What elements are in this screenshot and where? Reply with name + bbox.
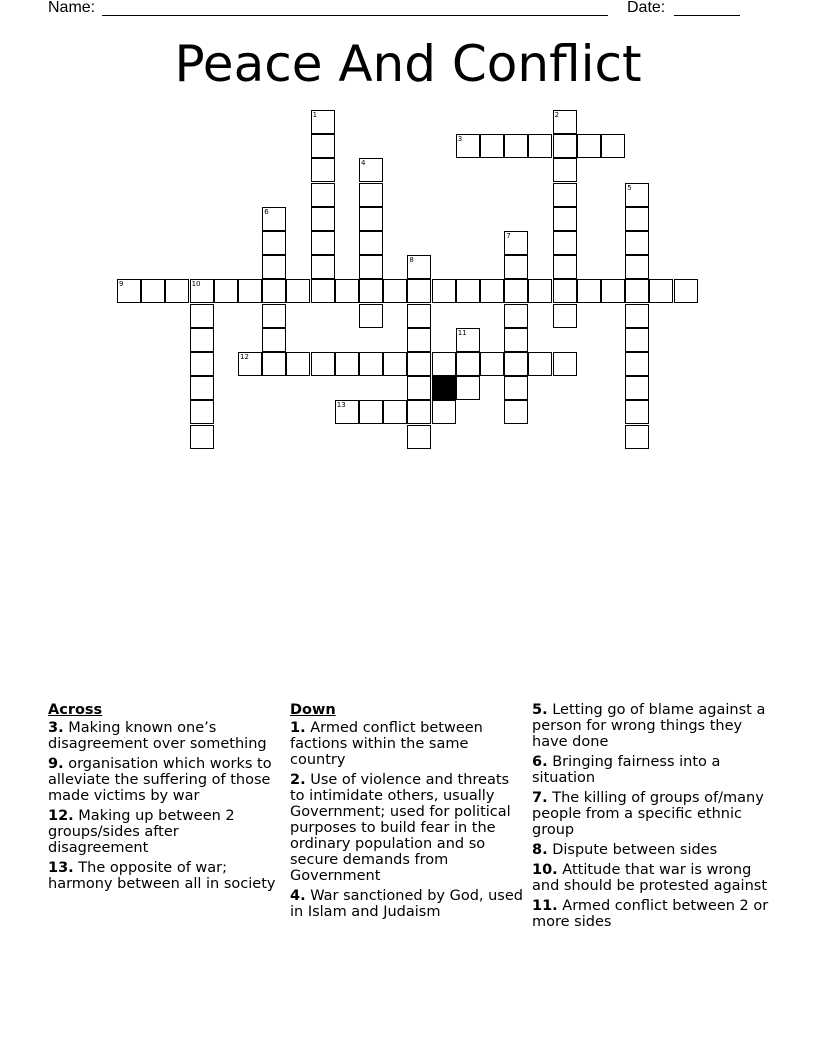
clue-number: 11 [457, 328, 467, 337]
clue-number: 6 [264, 207, 269, 216]
grid-cell[interactable] [407, 255, 431, 279]
grid-cell[interactable] [117, 279, 141, 303]
grid-cell[interactable] [601, 279, 625, 303]
grid-cell[interactable] [625, 255, 649, 279]
down-clues-continued [532, 702, 772, 934]
grid-cell[interactable] [625, 425, 649, 449]
clue-number: 12 [240, 353, 249, 361]
clue-item [290, 720, 526, 768]
grid-cell[interactable] [238, 352, 262, 376]
grid-cell[interactable] [214, 279, 238, 303]
across-clues [48, 702, 276, 896]
grid-cell[interactable] [383, 279, 407, 303]
clue-number: 5 [627, 183, 632, 192]
grid-cell[interactable] [165, 279, 189, 303]
grid-cell[interactable] [456, 279, 480, 303]
grid-cell[interactable] [528, 134, 552, 158]
clue-item-number: 13. [48, 860, 74, 876]
clue-item [532, 898, 772, 930]
grid-cell[interactable] [553, 207, 577, 231]
grid-cell[interactable] [311, 134, 335, 158]
clue-item-text: Armed conflict between 2 or more sides [532, 898, 769, 930]
grid-cell[interactable] [286, 279, 310, 303]
clue-number: 10 [191, 280, 201, 289]
clue-number: 4 [361, 159, 366, 168]
clue-item-text: Armed conflict between factions within the same country [290, 720, 483, 768]
clue-item-text: The killing of groups of/many people from a specific ethnic group [532, 790, 764, 838]
grid-cell[interactable] [504, 134, 528, 158]
clue-item-number: 9. [48, 756, 64, 772]
grid-cell[interactable] [359, 304, 383, 328]
down-clue-list [290, 720, 526, 920]
grid-cell[interactable] [504, 376, 528, 400]
grid-cell[interactable] [480, 134, 504, 158]
grid-cell[interactable] [504, 279, 528, 303]
clue-item-text: Making up between 2 groups/sides after disagreement [48, 808, 235, 856]
grid-cell[interactable] [456, 352, 480, 376]
grid-cell[interactable] [359, 207, 383, 231]
page-title: Peace And Conflict [174, 35, 642, 93]
grid-cell[interactable] [311, 207, 335, 231]
grid-cell[interactable] [480, 352, 504, 376]
grid-cell[interactable] [238, 279, 262, 303]
clue-item [48, 756, 276, 804]
clue-item [532, 790, 772, 838]
clue-item-number: 5. [532, 702, 548, 718]
grid-cell[interactable] [432, 279, 456, 303]
clue-item [48, 720, 276, 752]
clue-item-number: 2. [290, 772, 306, 788]
grid-cell[interactable] [504, 231, 528, 255]
grid-cell[interactable] [383, 400, 407, 424]
clue-item [290, 888, 526, 920]
grid-cell[interactable] [504, 304, 528, 328]
clue-number: 13 [336, 401, 346, 410]
grid-cell[interactable] [407, 304, 431, 328]
clue-item-text: Use of violence and threats to intimidate others, usually Government; used for political purposes to build fear in the ordinary population and so secure demands from Government [290, 772, 511, 884]
clue-item-number: 7. [532, 790, 548, 806]
grid-cell[interactable] [190, 352, 214, 376]
clue-number: 1 [312, 111, 318, 119]
grid-cell[interactable] [262, 231, 286, 255]
clue-item [48, 808, 276, 856]
grid-cell[interactable] [577, 279, 601, 303]
grid-cell[interactable] [311, 352, 335, 376]
grid-cell[interactable] [311, 279, 335, 303]
grid-cell[interactable] [335, 400, 359, 424]
crossword-grid [0, 0, 816, 470]
clue-item [290, 772, 526, 884]
clue-item-number: 1. [290, 720, 306, 736]
grid-cell[interactable] [190, 279, 214, 303]
grid-cell[interactable] [480, 279, 504, 303]
grid-cell[interactable] [625, 376, 649, 400]
grid-cell[interactable] [553, 183, 577, 207]
grid-cell[interactable] [190, 328, 214, 352]
grid-cell[interactable] [601, 134, 625, 158]
grid-cell[interactable] [359, 255, 383, 279]
grid-cell[interactable] [504, 328, 528, 352]
grid-cell[interactable] [504, 255, 528, 279]
clue-item-text: Dispute between sides [547, 842, 718, 858]
clue-item-number: 4. [290, 888, 306, 904]
clue-item-text: organisation which works to alleviate the suffering of those made victims by war [48, 756, 272, 804]
grid-cell[interactable] [359, 352, 383, 376]
clue-item-number: 6. [532, 754, 548, 770]
grid-cell[interactable] [407, 328, 431, 352]
black-cell [432, 376, 456, 400]
grid-cell[interactable] [407, 400, 431, 424]
across-clue-list [48, 720, 276, 892]
grid-cell[interactable] [553, 110, 577, 134]
grid-cell[interactable] [262, 352, 286, 376]
across-heading: Across [48, 702, 103, 718]
clue-item-text: War sanctioned by God, used in Islam and Judaism [290, 888, 523, 920]
grid-cell[interactable] [528, 279, 552, 303]
grid-cell[interactable] [456, 376, 480, 400]
clue-item [532, 702, 772, 750]
grid-cell[interactable] [456, 134, 480, 158]
clue-item-text: Attitude that war is wrong and should be protested against [532, 862, 768, 894]
grid-cell[interactable] [407, 352, 431, 376]
down-clues [290, 702, 526, 924]
grid-cell[interactable] [262, 207, 286, 231]
grid-cell[interactable] [407, 279, 431, 303]
grid-cell[interactable] [625, 352, 649, 376]
grid-cell[interactable] [553, 134, 577, 158]
grid-cell[interactable] [262, 279, 286, 303]
grid-cell[interactable] [359, 183, 383, 207]
grid-cell[interactable] [553, 255, 577, 279]
grid-cell[interactable] [625, 304, 649, 328]
grid-cell[interactable] [553, 352, 577, 376]
grid-cell[interactable] [553, 158, 577, 182]
grid-cell[interactable] [625, 207, 649, 231]
grid-cell[interactable] [407, 376, 431, 400]
grid-cell[interactable] [553, 279, 577, 303]
name-label: Name: [48, 0, 96, 16]
clue-item [532, 754, 772, 786]
grid-cell[interactable] [407, 425, 431, 449]
grid-cell[interactable] [625, 400, 649, 424]
grid-cell[interactable] [528, 352, 552, 376]
grid-cell[interactable] [190, 304, 214, 328]
clue-item-text: The opposite of war; harmony between all in society [48, 860, 276, 892]
clue-item [48, 860, 276, 892]
grid-cell[interactable] [311, 158, 335, 182]
grid-cell[interactable] [553, 231, 577, 255]
grid-cell[interactable] [456, 328, 480, 352]
grid-cell[interactable] [553, 304, 577, 328]
grid-cell[interactable] [311, 231, 335, 255]
date-label: Date: [627, 0, 666, 16]
clue-item-number: 8. [532, 842, 548, 858]
grid-cell[interactable] [190, 400, 214, 424]
grid-cell[interactable] [141, 279, 165, 303]
clue-item-number: 3. [48, 720, 64, 736]
clue-item-number: 10. [532, 862, 558, 878]
grid-cell[interactable] [335, 279, 359, 303]
grid-cell[interactable] [625, 328, 649, 352]
clue-item-number: 11. [532, 898, 558, 914]
grid-cell[interactable] [674, 279, 698, 303]
clue-item-text: Making known one’s disagreement over something [48, 720, 267, 752]
clue-item [532, 842, 772, 858]
grid-cell[interactable] [190, 425, 214, 449]
grid-cell[interactable] [262, 304, 286, 328]
clue-item-text: Letting go of blame against a person for wrong things they have done [532, 702, 766, 750]
clue-number: 8 [409, 256, 414, 265]
grid-cell[interactable] [311, 183, 335, 207]
grid-cell[interactable] [262, 328, 286, 352]
grid-cell[interactable] [625, 231, 649, 255]
grid-cell[interactable] [262, 255, 286, 279]
grid-cell[interactable] [359, 279, 383, 303]
grid-cell[interactable] [383, 352, 407, 376]
grid-cell[interactable] [190, 376, 214, 400]
clue-number: 7 [506, 232, 511, 240]
down-clue-list-continued [532, 702, 772, 930]
clue-number: 3 [457, 135, 463, 144]
down-heading: Down [290, 702, 336, 718]
clue-number: 9 [119, 280, 124, 289]
grid-cell[interactable] [311, 255, 335, 279]
grid-cell[interactable] [311, 110, 335, 134]
grid-cell[interactable] [432, 400, 456, 424]
grid-cell[interactable] [359, 158, 383, 182]
grid-cell[interactable] [577, 134, 601, 158]
grid-cell[interactable] [504, 400, 528, 424]
grid-cell[interactable] [359, 231, 383, 255]
grid-cell[interactable] [649, 279, 673, 303]
grid-cell[interactable] [335, 352, 359, 376]
clue-item-number: 12. [48, 808, 74, 824]
grid-cell[interactable] [359, 400, 383, 424]
grid-cell[interactable] [286, 352, 310, 376]
grid-cell[interactable] [625, 183, 649, 207]
grid-cell[interactable] [504, 352, 528, 376]
grid-cell[interactable] [432, 352, 456, 376]
clue-number: 2 [554, 111, 560, 119]
clue-item [532, 862, 772, 894]
clue-item-text: Bringing fairness into a situation [532, 754, 721, 786]
grid-cell[interactable] [625, 279, 649, 303]
